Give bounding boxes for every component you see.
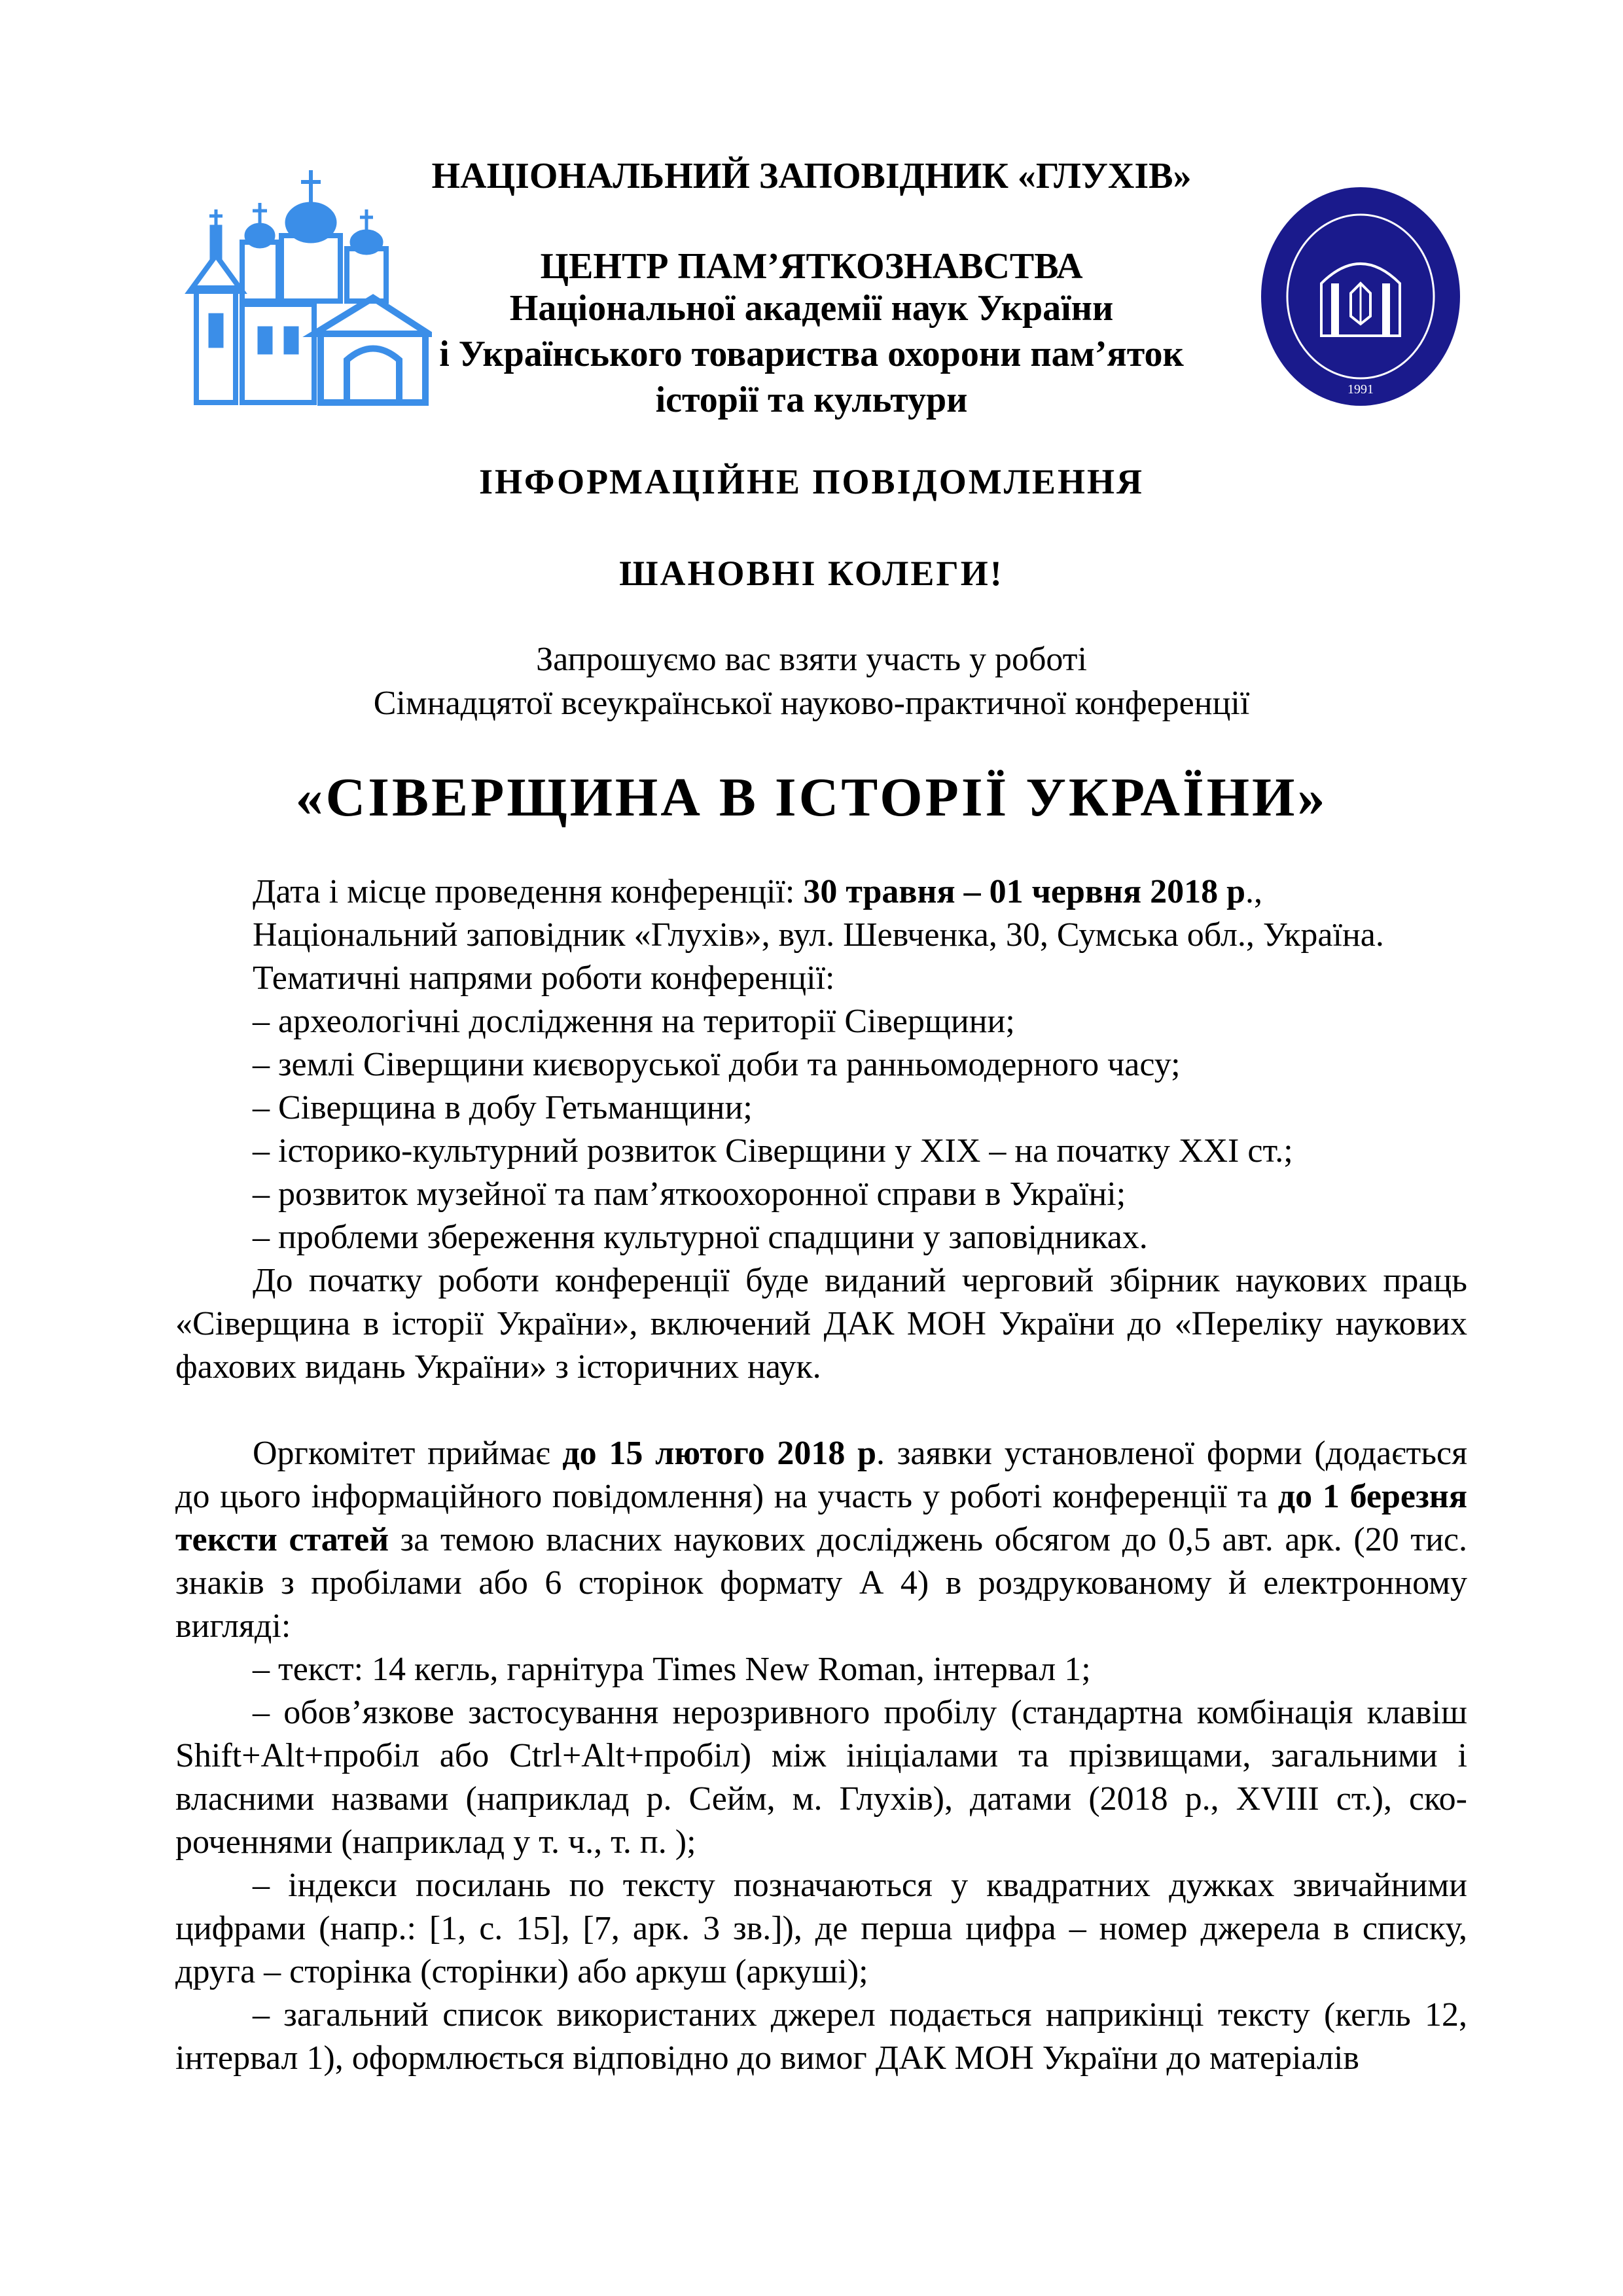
date-line [175, 870, 1467, 914]
header-line2: ЦЕНТР ПАМ’ЯТКОЗНАВСТВА [540, 246, 1083, 287]
requirement-item: – текст: 14 кегль, гарнітура Times New Roman, інтервал 1; [253, 1651, 1091, 1688]
orgcom-text-e: за темою власних наукових досліджень обсягом до 0,5 авт. арк. (20 тис. знаків з пробілами або 6 сторінок формату А 4) в роздрукованому й електронному вигляді: [175, 1521, 1467, 1645]
orgcom-paragraph [175, 1432, 1467, 1648]
info-title: ІНФОРМАЦІЙНЕ ПОВІДОМЛЕННЯ [479, 462, 1144, 501]
topic-item: – археологічні дослідження на території Сіверщини; [253, 1003, 1015, 1040]
topic-item: – історико-культурний розвиток Сіверщини у ХІХ – на початку ХХІ ст.; [253, 1132, 1293, 1170]
orgcom-text-c: . заявки установленої форми (додається до цього інформаційного повідомлення) на участь у роботі конференції та [175, 1435, 1467, 1515]
date-value: 30 травня – 01 червня 2018 р [803, 873, 1246, 910]
topic-item: – проблеми збереження культурної спадщини у заповідниках. [253, 1219, 1148, 1256]
date-label: Дата і місце проведення конференції: [253, 873, 804, 910]
invite-line1: Запрошуємо вас взяти участь у роботі [536, 641, 1087, 678]
details-block [175, 870, 1467, 2080]
header-line4: і Українського товариства охорони пам’яток [439, 334, 1184, 374]
requirement-item: – індекси посилань по тексту позначаються у квадратних дужках звичайними цифрами (напр.: [1, с. 15], [7, арк. 3 зв.]), де перша цифра – номер джерела в списку, друга – сторінка (сторінки) або аркуш (аркуші); [175, 1867, 1467, 1990]
conference-title: «СІВЕРЩИНА В ІСТОРІЇ УКРАЇНИ» [295, 767, 1328, 828]
seal-year: 1991 [1347, 382, 1374, 397]
header-line3: Національної академії наук України [509, 288, 1114, 329]
invite-line2: Сімнадцятої всеукраїнської науково-практичної конференції [373, 685, 1250, 722]
topic-item: – землі Сіверщини києворуської доби та ранньомодерного часу; [253, 1046, 1181, 1083]
header-line5: історії та культури [655, 380, 968, 420]
topics-label: Тематичні напрями роботи конференції: [253, 960, 835, 997]
place-line: Національний заповідник «Глухів», вул. Шевченка, 30, Сумська обл., Україна. [253, 916, 1384, 954]
deadline-applications: до 15 лютого 2018 р [562, 1435, 877, 1472]
orgcom-text-a: Оргкомітет приймає [253, 1435, 563, 1472]
date-end: ., [1245, 873, 1263, 910]
topic-item: – Сіверщина в добу Гетьманщини; [253, 1089, 753, 1126]
requirement-item: – загальний список використаних джерел подається наприкінці тексту (кегль 12, інтервал 1), оформлюється відповідно до вимог ДАК МОН України до матеріалів [175, 1996, 1467, 2077]
requirement-item: – обов’язкове застосування нерозривного пробілу (стандартна комбінація клавіш Shift+Alt+пробіл або Ctrl+Alt+пробіл) між ініціалами та прізвищами, загальними і власними назвами (наприклад р. Сейм, м. Глухів), датами (2018 р., XVIII ст.), скороченнями (наприклад у т. ч., т. п. ); [175, 1694, 1467, 1861]
deadline-articles: до 1 березня тексти статей [175, 1478, 1467, 1558]
collection-paragraph: До початку роботи конференції буде виданий черговий збірник наукових праць «Сіверщина в історії України», включений ДАК МОН України до «Переліку наукових фахових видань України» з історичних наук. [175, 1262, 1467, 1386]
topic-item: – розвиток музейної та пам’яткоохоронної справи в Україні; [253, 1175, 1126, 1213]
header-line1: НАЦІОНАЛЬНИЙ ЗАПОВІДНИК «ГЛУХІВ» [431, 156, 1192, 196]
greeting: ШАНОВНІ КОЛЕГИ! [619, 554, 1004, 593]
